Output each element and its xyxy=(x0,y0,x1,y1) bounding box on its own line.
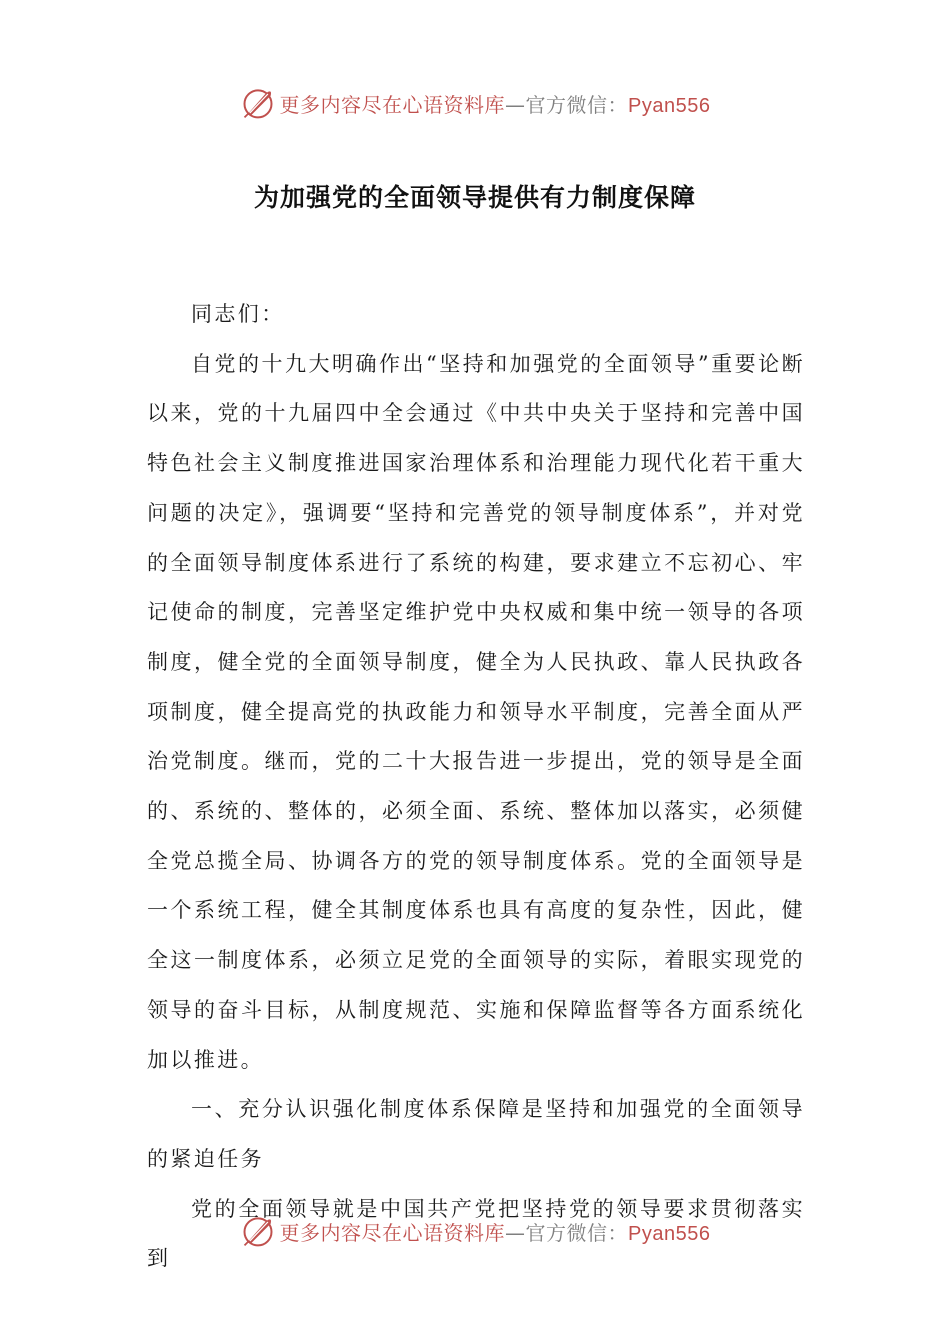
watermark-wechat-id: Pyan556 xyxy=(628,1222,711,1245)
body-paragraph: 党的全面领导就是中国共产党把坚持党的领导要求贯彻落实到 xyxy=(147,1196,805,1271)
salutation: 同志们： xyxy=(191,302,285,326)
quill-pen-circle-icon xyxy=(240,85,276,121)
footer-watermark xyxy=(0,1208,950,1254)
watermark-brand: 更多内容尽在心语资料库 xyxy=(279,92,506,117)
section-heading: 一、充分认识强化制度体系保障是坚持和加强党的全面领导的紧迫任务 xyxy=(147,1097,805,1171)
watermark-wechat-label: 官方微信： xyxy=(525,1220,629,1245)
quill-pen-circle-icon xyxy=(240,1213,276,1249)
header-watermark xyxy=(0,80,950,126)
body-paragraph: 自党的十九大明确作出“坚持和加强党的全面领导”重要论断以来，党的十九届四中全会通过《中共中央关于坚持和完善中国特色社会主义制度推进国家治理体系和治理能力现代化若干重大问题的决定》，强调要“坚持和完善党的领导制度体系”，并对党的全面领导制度体系进行了系统的构建，要求建立不忘初心、牢记使命的制度，完善坚定维护党中央权威和集中统一领导的各项制度，健全党的全面领导制度，健全为人民执政、靠人民执政各项制度，健全提高党的执政能力和领导水平制度，完善全面从严治党制度。继而，党的二十大报告进一步提出，党的领导是全面的、系统的、整体的，必须全面、系统、整体加以落实，必须健全党总揽全局、协调各方的党的领导制度体系。党的全面领导是一个系统工程，健全其制度体系也具有高度的复杂性，因此，健全这一制度体系，必须立足党的全面领导的实际，着眼实现党的领导的奋斗目标，从制度规范、实施和保障监督等各方面系统化加以推进。 xyxy=(147,351,805,1072)
watermark-brand: 更多内容尽在心语资料库 xyxy=(279,1220,506,1245)
watermark-wechat-label: 官方微信： xyxy=(525,92,629,117)
watermark-wechat-id: Pyan556 xyxy=(628,94,711,117)
watermark-separator: — xyxy=(505,1220,526,1245)
document-body xyxy=(147,290,805,1284)
document-title: 为加强党的全面领导提供有力制度保障 xyxy=(253,183,696,212)
watermark-separator: — xyxy=(505,92,526,117)
